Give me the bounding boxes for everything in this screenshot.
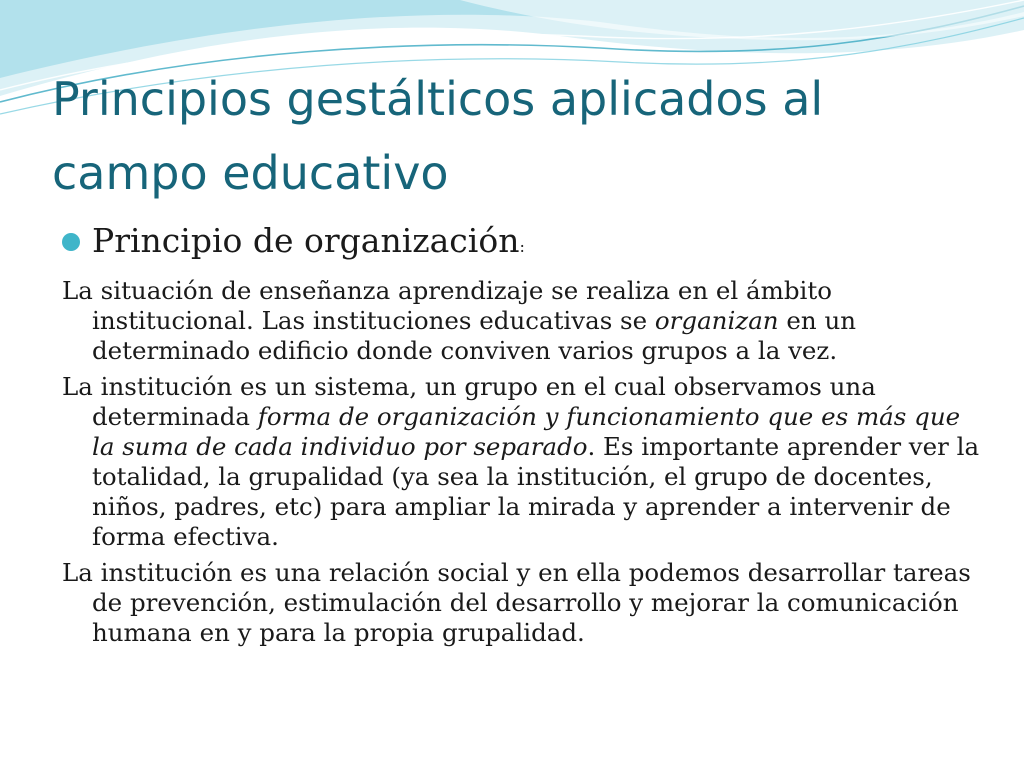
paragraph-2-emphasis: forma de organización y funcionamiento que es más que la suma de cada individuo por separado [92, 402, 961, 461]
paragraph-3-text: La institución es una relación social y en ella podemos desarrollar tareas de prevención, estimulación del desarrollo y mejorar la comunicación humana en y para la propia grupalidad. [62, 558, 971, 647]
paragraph-2 [62, 372, 982, 552]
bullet-dot-icon [62, 233, 80, 251]
paragraph-1-text-b: en un determinado edificio donde conviven varios grupos a la vez. [92, 306, 857, 365]
bullet-label: Principio de organización [92, 221, 520, 260]
paragraph-3 [62, 558, 982, 648]
slide-content [62, 216, 982, 654]
paragraph-2-text-b: . Es importante aprender ver la totalidad, la grupalidad (ya sea la institución, el grupo de docentes, niños, padres, etc) para ampliar la mirada y aprender a intervenir de forma efectiva. [92, 432, 980, 551]
paragraph-1-text-a: La situación de enseñanza aprendizaje se realiza en el ámbito institucional. Las instituciones educativas se [62, 276, 832, 335]
paragraph-1-emphasis: organizan [654, 306, 779, 335]
bullet-colon: : [519, 237, 525, 256]
slide-title: Principios gestálticos aplicados al campo educativo [52, 72, 824, 200]
bullet-item [62, 216, 982, 272]
paragraph-2-text-a: La institución es un sistema, un grupo en el cual observamos una determinada [62, 372, 876, 431]
paragraph-1 [62, 276, 982, 366]
